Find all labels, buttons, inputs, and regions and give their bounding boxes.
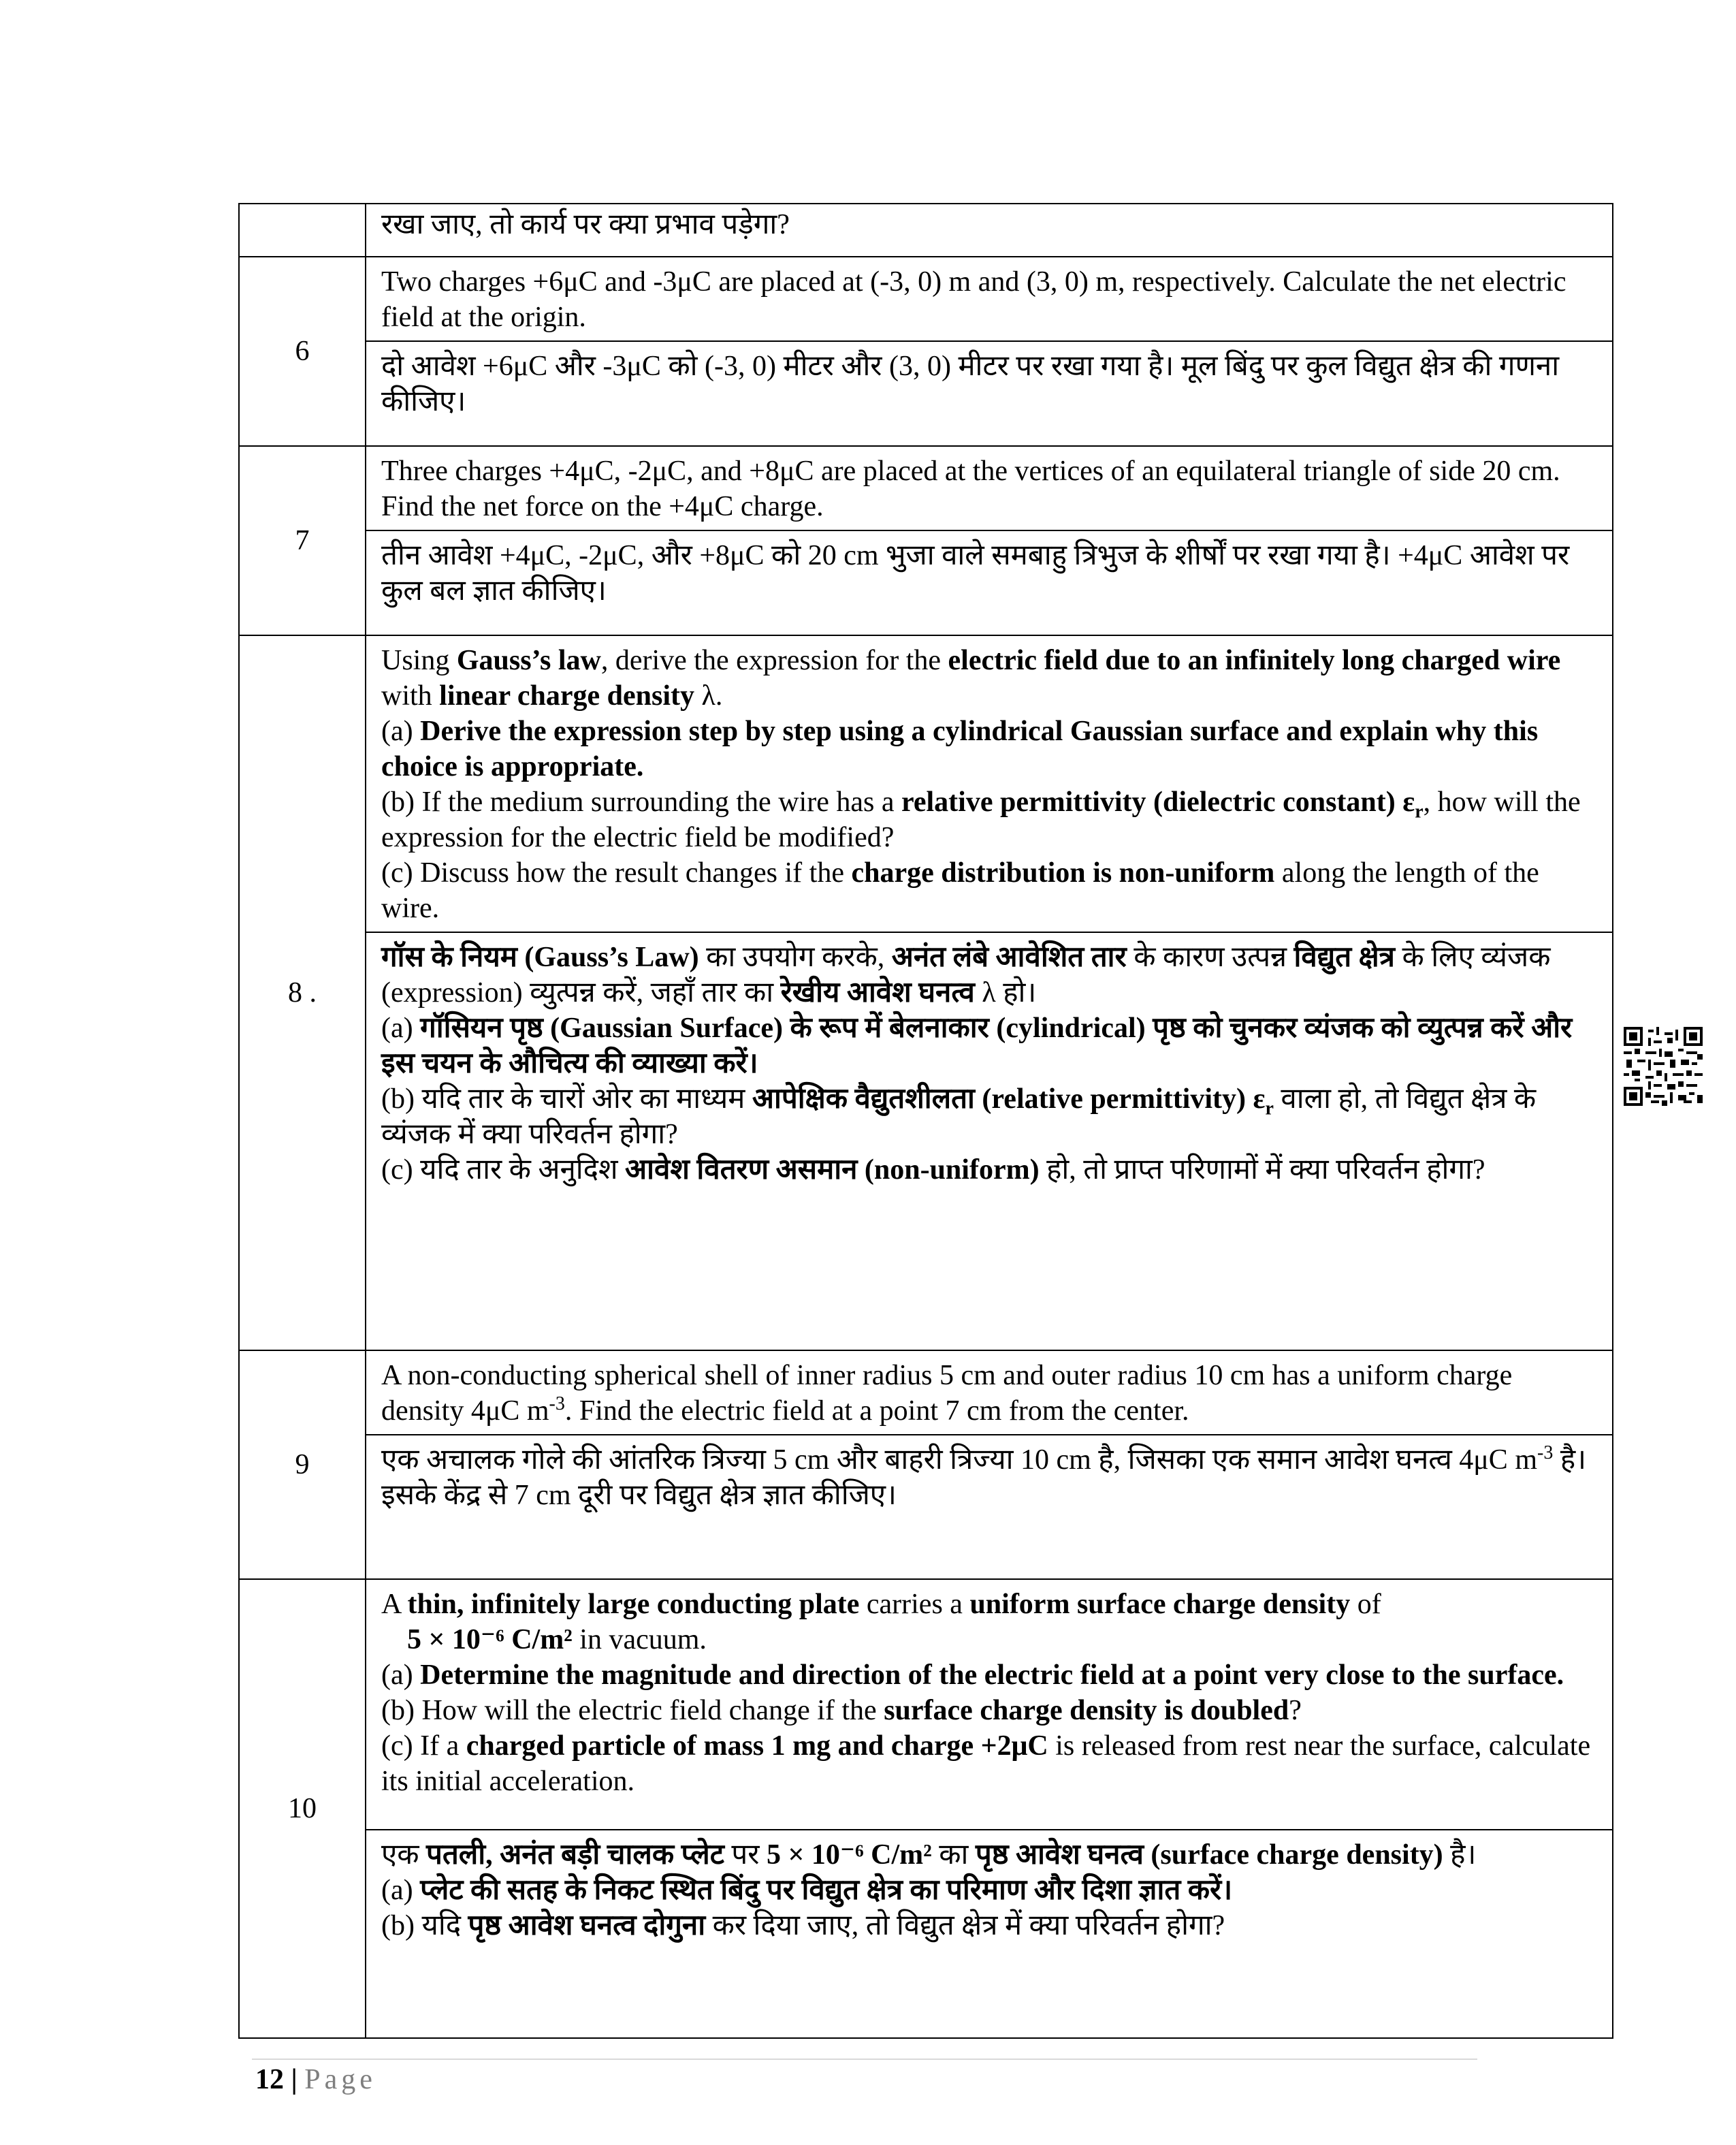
page-footer: [255, 2063, 376, 2096]
english-question: A non-conducting spherical shell of inner radius 5 cm and outer radius 10 cm has a uniform charge density 4μC $m^{-3}$. Find the electric field at a point 7 cm from the center.: [366, 1350, 1613, 1435]
hindi-question: एक पतली, अनंत बड़ी चालक प्लेट पर 5 × 10⁻⁶ C/m² का पृष्ठ आवेश घनत्व (surface charge density) है। (a) प्लेट की सतह के निकट स्थित बिंदु पर विद्युत क्षेत्र का परिमाण और दिशा ज्ञात करें। (b) यदि पृष्ठ आवेश घनत्व दोगुना कर दिया जाए, तो विद्युत क्षेत्र में क्या परिवर्तन होगा?: [366, 1830, 1613, 2038]
hindi-question: तीन आवेश +4μC, -2μC, और +8μC को 20 cm भुजा वाले समबाहु त्रिभुज के शीर्षों पर रखा गया है। +4μC आवेश पर कुल बल ज्ञात कीजिए।: [366, 530, 1613, 635]
table-row: [239, 530, 1613, 635]
question-number-cell: [239, 204, 366, 257]
table-row: [239, 1350, 1613, 1435]
english-question: Using Gauss’s law, derive the expression for the electric field due to an infinitely long charged wire with linear charge density λ. (a) Derive the expression step by step using a cylindrical Gaussian surface and explain why this choice is appropriate. (b) If the medium surrounding the wire has a relative permittivity (dielectric constant) $\varepsilon_r$, how will the expression for the electric field be modified? (c) Discuss how the result changes if the charge distribution is non-uniform along the length of the wire.: [366, 635, 1613, 932]
english-question: Three charges +4μC, -2μC, and +8μC are placed at the vertices of an equilateral triangle of side 20 cm. Find the net force on the +4μC charge.: [366, 446, 1613, 530]
question-number: 7: [239, 446, 366, 635]
table-row: [239, 1579, 1613, 1830]
question-number: 8 .: [239, 635, 366, 1350]
hindi-question: एक अचालक गोले की आंतरिक त्रिज्या 5 cm और बाहरी त्रिज्या 10 cm है, जिसका एक समान आवेश घनत्व 4μC $m^{-3}$ है। इसके केंद्र से 7 cm दूरी पर विद्युत क्षेत्र ज्ञात कीजिए।: [366, 1435, 1613, 1579]
footer-separator: |: [284, 2064, 305, 2095]
table-row: [239, 635, 1613, 932]
page-number: 12: [255, 2064, 284, 2095]
table-row: [239, 257, 1613, 341]
english-question: A thin, infinitely large conducting plate carries a uniform surface charge density of 5 × 10⁻⁶ C/m² in vacuum. (a) Determine the magnitude and direction of the electric field at a point very close to the surface. (b) How will the electric field change if the surface charge density is doubled? (c) If a charged particle of mass 1 mg and charge +2μC is released from rest near the surface, calculate its initial acceleration.: [366, 1579, 1613, 1830]
table-row: [239, 1830, 1613, 2038]
hindi-question: दो आवेश +6μC और -3μC को (-3, 0) मीटर और (3, 0) मीटर पर रखा गया है। मूल बिंदु पर कुल विद्युत क्षेत्र की गणना कीजिए।: [366, 341, 1613, 446]
footer-divider: [252, 2059, 1477, 2060]
page-word: Page: [304, 2064, 376, 2095]
table-row: [239, 204, 1613, 257]
question-number: 10: [239, 1579, 366, 2038]
english-question: Two charges +6μC and -3μC are placed at (-3, 0) m and (3, 0) m, respectively. Calculate the net electric field at the origin.: [366, 257, 1613, 341]
question-number: 9: [239, 1350, 366, 1579]
question-number: 6: [239, 257, 366, 446]
table-row: [239, 341, 1613, 446]
hindi-question: गॉस के नियम (Gauss’s Law) का उपयोग करके, अनंत लंबे आवेशित तार के कारण उत्पन्न विद्युत क्षेत्र के लिए व्यंजक (expression) व्युत्पन्न करें, जहाँ तार का रेखीय आवेश घनत्व λ हो। (a) गॉसियन पृष्ठ (Gaussian Surface) के रूप में बेलनाकार (cylindrical) पृष्ठ को चुनकर व्यंजक को व्युत्पन्न करें और इस चयन के औचित्य की व्याख्या करें। (b) यदि तार के चारों ओर का माध्यम आपेक्षिक वैद्युतशीलता (relative permittivity) $\varepsilon_r$ वाला हो, तो विद्युत क्षेत्र के व्यंजक में क्या परिवर्तन होगा? (c) यदि तार के अनुदिश आवेश वितरण असमान (non-uniform) हो, तो प्राप्त परिणामों में क्या परिवर्तन होगा?: [366, 932, 1613, 1350]
questions-table: [238, 203, 1613, 2039]
table-row: [239, 1435, 1613, 1579]
table-row: [239, 932, 1613, 1350]
table-row: [239, 446, 1613, 530]
qr-code-icon: [1624, 1027, 1703, 1106]
hindi-text: रखा जाए, तो कार्य पर क्या प्रभाव पड़ेगा?: [366, 204, 1613, 257]
